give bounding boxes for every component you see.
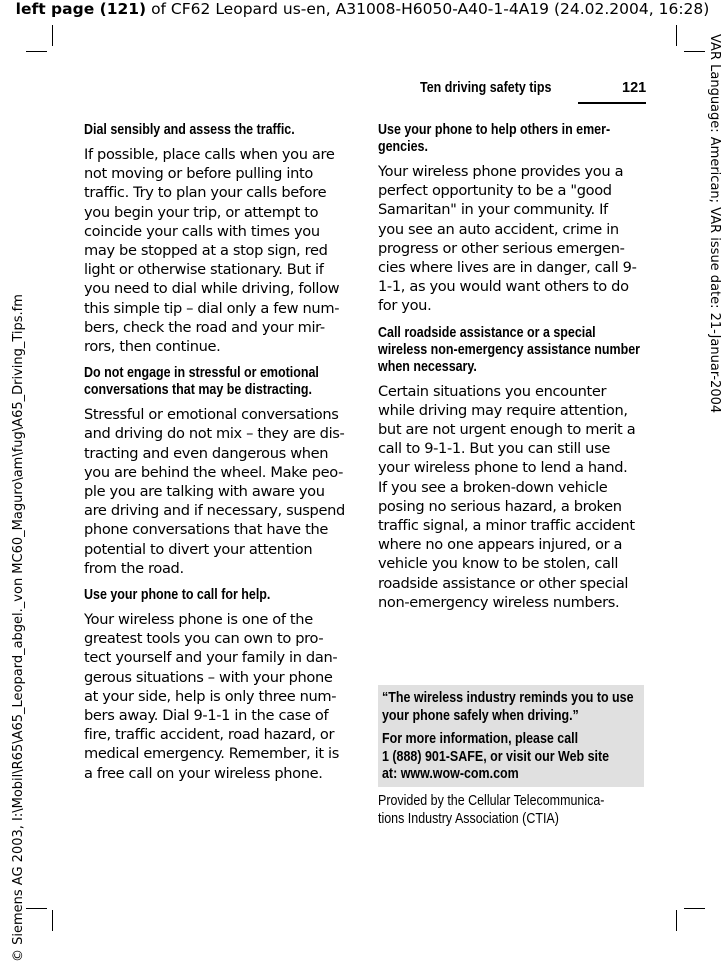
running-header-title: Ten driving safety tips — [420, 80, 552, 96]
page-number: 121 — [622, 80, 647, 96]
text-line: but are not urgent enough to merit a — [378, 421, 636, 439]
text-line: rors, then continue. — [84, 338, 221, 356]
text-line: a free call on your wireless phone. — [84, 764, 323, 782]
print-job-details: of CF62 Leopard us-en, A31008-H6050-A40-1-4A19 (24.02.2004, 16:28) — [146, 0, 710, 18]
text-line: traffic. Try to plan your calls before — [84, 184, 327, 202]
text-line: roadside assistance or other special — [378, 574, 629, 592]
text-line: phone conversations that have the — [84, 521, 328, 539]
section-paragraph — [378, 162, 646, 316]
text-line: Samaritan" in your community. If — [378, 201, 608, 219]
crop-mark — [684, 908, 705, 909]
text-line: potential to divert your attention — [84, 540, 313, 558]
crop-mark — [52, 25, 53, 46]
text-line: Provided by the Cellular Telecommunica- — [378, 793, 605, 809]
text-line: If possible, place calls when you are — [84, 146, 335, 163]
section-paragraph — [84, 405, 356, 578]
text-line: where no one appears injured, or a — [378, 536, 623, 554]
text-line: tect yourself and your family in dan- — [84, 649, 338, 667]
text-line: cies where lives are in danger, call 9- — [378, 259, 637, 277]
section-heading: Call roadside assistance or a special wireless non-emergency assistance number when necessary. — [378, 324, 640, 375]
text-line: you need to dial while driving, follow — [84, 280, 340, 298]
text-line: For more information, please call — [382, 731, 579, 747]
copyright-file-path: © Siemens AG 2003, I:\Mobil\R65\A65_Leopard_abgel._von MC60_Maguro\am\fug\A65_Driving_Tips.fm — [11, 294, 26, 962]
left-column — [84, 122, 356, 792]
callout-info — [382, 731, 640, 784]
right-column — [378, 122, 646, 621]
crop-mark — [26, 908, 47, 909]
text-line: are driving and if necessary, suspend — [84, 502, 345, 520]
section-paragraph — [84, 145, 356, 356]
text-line: posing no serious hazard, a broken — [378, 497, 622, 515]
text-line: traffic signal, a minor traffic accident — [378, 517, 635, 535]
text-line: progress or other serious emergen- — [378, 239, 625, 257]
text-line: at: www.wow-com.com — [382, 766, 519, 782]
text-line: Your wireless phone provides you a — [378, 163, 624, 180]
text-line: bers, check the road and your mir- — [84, 318, 325, 336]
text-line: Stressful or emotional conversations — [84, 406, 339, 424]
section-paragraph — [378, 382, 646, 612]
text-line: you are behind the wheel. Make peo- — [84, 463, 343, 481]
text-line: tions Industry Association (CTIA) — [378, 810, 559, 827]
print-job-page-label: left page (121) — [15, 0, 147, 18]
text-line: while driving may require attention, — [378, 401, 628, 419]
text-line: at your side, help is only three num- — [84, 687, 337, 705]
section-heading: Use your phone to help others in emer-gencies. — [378, 122, 611, 155]
section-heading: Dial sensibly and assess the traffic. — [84, 122, 295, 138]
text-line: non-emergency wireless numbers. — [378, 593, 620, 611]
text-line: medical emergency. Remember, it is — [84, 745, 340, 763]
text-line: light or otherwise stationary. But if — [84, 261, 324, 279]
text-line: bers away. Dial 9-1-1 in the case of — [84, 707, 329, 725]
text-line: fire, traffic accident, road hazard, or — [84, 726, 335, 744]
text-line: tracting and even dangerous when — [84, 444, 329, 462]
text-line: vehicle you know to be stolen, call — [378, 555, 619, 573]
text-line: Certain situations you encounter — [378, 382, 607, 400]
print-job-info — [0, 0, 725, 19]
text-line: greatest tools you can own to pro- — [84, 630, 324, 648]
crop-mark — [52, 910, 53, 931]
callout-text — [382, 690, 640, 790]
text-line: coincide your calls with times you — [84, 222, 320, 240]
text-line: not moving or before pulling into — [84, 165, 313, 183]
section-paragraph — [84, 610, 356, 783]
text-line: ple you are talking with aware you — [84, 483, 325, 501]
text-line: 1 (888) 901-SAFE, or visit our Web site — [382, 748, 610, 765]
section-heading: Use your phone to call for help. — [84, 587, 271, 604]
text-line: 1-1, as you would want others to do — [378, 278, 629, 296]
ctia-credit — [378, 793, 653, 828]
text-line: this simple tip – dial only a few num- — [84, 299, 340, 317]
var-language-info: VAR Language: American; VAR issue date: 21-Januar-2004 — [707, 34, 722, 414]
crop-mark — [676, 25, 677, 46]
crop-mark — [684, 51, 705, 52]
crop-mark — [26, 51, 47, 52]
header-rule — [578, 102, 646, 104]
text-line: call to 9-1-1. But you can still use — [378, 440, 610, 458]
text-line: you begin your trip, or attempt to — [84, 203, 319, 221]
crop-mark — [676, 910, 677, 931]
text-line: gerous situations – with your phone — [84, 668, 333, 686]
text-line: perfect opportunity to be a "good — [378, 182, 612, 200]
text-line: for you. — [378, 297, 432, 315]
text-line: may be stopped at a stop sign, red — [84, 242, 328, 260]
text-line: from the road. — [84, 559, 184, 577]
text-line: and driving do not mix – they are dis- — [84, 425, 345, 443]
callout-quote: “The wireless industry reminds you to use your phone safely when driving.” — [382, 690, 634, 724]
text-line: you see an auto accident, crime in — [378, 220, 619, 238]
section-heading: Do not engage in stressful or emotional conversations that may be distracting. — [84, 365, 319, 399]
text-line: your wireless phone to lend a hand. — [378, 459, 628, 477]
text-line: If you see a broken-down vehicle — [378, 478, 608, 496]
text-line: Your wireless phone is one of the — [84, 611, 313, 629]
